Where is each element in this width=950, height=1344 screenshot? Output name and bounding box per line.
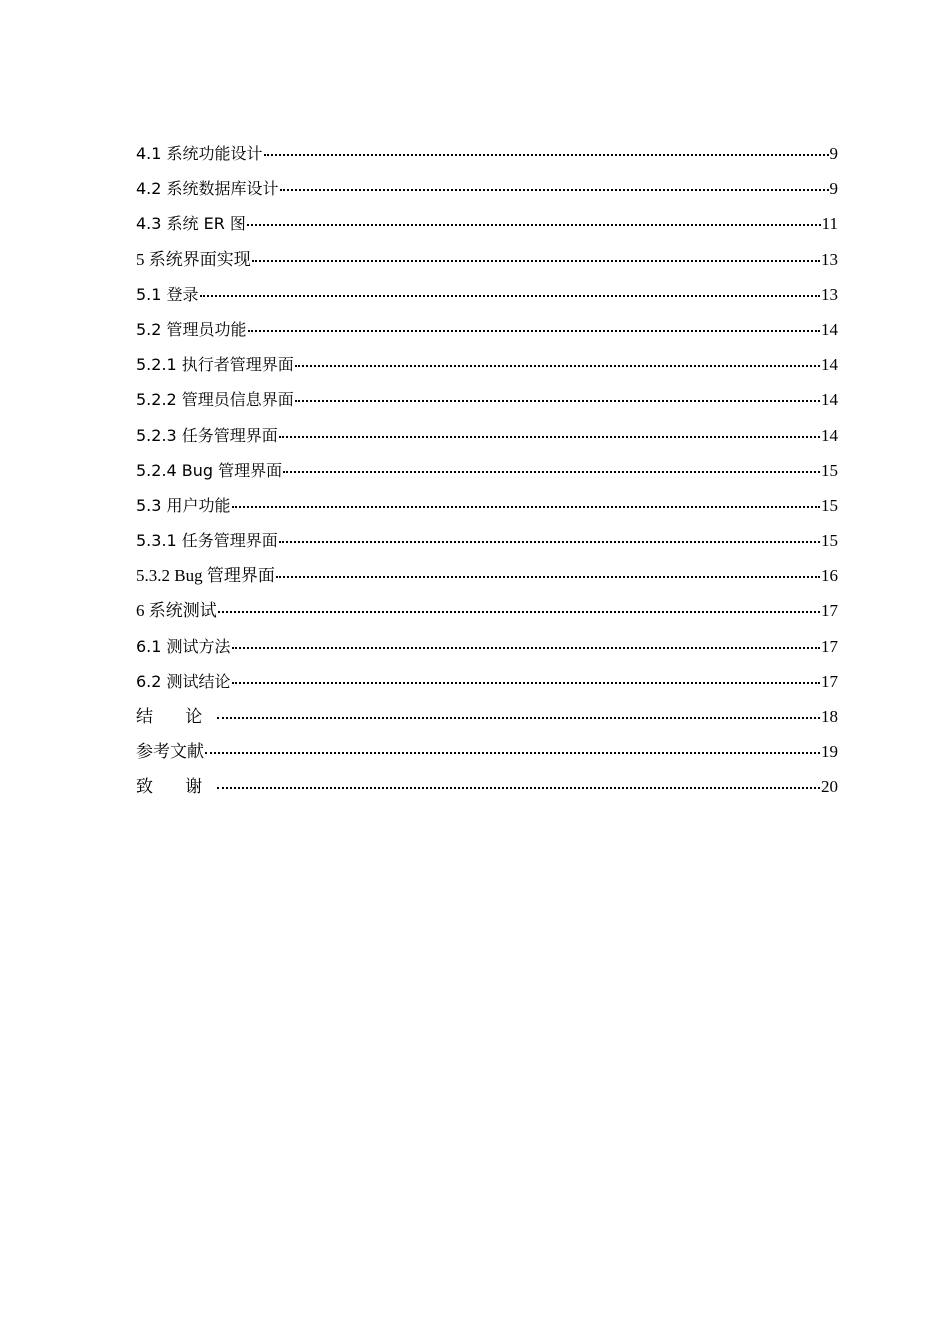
toc-entry[interactable] bbox=[136, 459, 838, 494]
toc-entry-label: 5.2 管理员功能 bbox=[136, 319, 247, 339]
toc-entry[interactable] bbox=[136, 142, 838, 177]
toc-entry-label: 5 系统界面实现 bbox=[136, 249, 251, 269]
toc-entry-label: 5.2.3 任务管理界面 bbox=[136, 425, 278, 445]
dot-leader bbox=[264, 153, 829, 156]
dot-leader bbox=[283, 470, 820, 473]
dot-leader bbox=[217, 786, 820, 789]
toc-entry[interactable] bbox=[136, 353, 838, 388]
toc-entry-page: 20 bbox=[821, 777, 838, 797]
toc-entry[interactable] bbox=[136, 424, 838, 459]
toc-entry-label: 5.2.4 Bug 管理界面 bbox=[136, 460, 283, 480]
toc-entry-page: 11 bbox=[821, 214, 838, 234]
toc-entry[interactable] bbox=[136, 212, 838, 247]
toc-entry[interactable] bbox=[136, 775, 838, 810]
toc-entry-page: 9 bbox=[829, 144, 838, 163]
toc-entry-page: 16 bbox=[821, 566, 838, 586]
dot-leader bbox=[247, 223, 821, 226]
table-of-contents bbox=[136, 142, 838, 811]
dot-leader bbox=[200, 294, 820, 297]
dot-leader bbox=[232, 646, 820, 649]
toc-entry-page: 9 bbox=[829, 179, 838, 199]
dot-leader bbox=[279, 540, 820, 543]
toc-entry[interactable] bbox=[136, 670, 838, 705]
toc-entry-label: 5.2.2 管理员信息界面 bbox=[136, 390, 294, 410]
toc-entry[interactable] bbox=[136, 177, 838, 212]
toc-entry[interactable] bbox=[136, 599, 838, 634]
toc-entry-page: 14 bbox=[821, 319, 838, 339]
dot-leader bbox=[252, 259, 820, 262]
toc-entry-label: 参考文献 bbox=[136, 742, 204, 762]
toc-entry-page: 13 bbox=[821, 284, 838, 304]
dot-leader bbox=[205, 751, 820, 754]
dot-leader bbox=[232, 681, 820, 684]
toc-entry-label: 5.3 用户功能 bbox=[136, 495, 231, 515]
toc-entry[interactable] bbox=[136, 388, 838, 423]
dot-leader bbox=[232, 505, 820, 508]
dot-leader bbox=[279, 435, 820, 438]
toc-entry-label: 5.3.1 任务管理界面 bbox=[136, 531, 278, 551]
toc-entry-label: 5.3.2 Bug 管理界面 bbox=[136, 566, 275, 586]
toc-entry-page: 15 bbox=[821, 531, 838, 551]
toc-entry[interactable] bbox=[136, 529, 838, 564]
dot-leader bbox=[248, 329, 820, 332]
dot-leader bbox=[295, 399, 820, 402]
toc-entry-page: 13 bbox=[821, 249, 838, 269]
toc-entry-label: 4.3 系统 ER 图 bbox=[136, 214, 246, 234]
toc-entry[interactable] bbox=[136, 705, 838, 740]
toc-entry-label: 6.1 测试方法 bbox=[136, 636, 231, 656]
toc-entry-label: 结 论 bbox=[136, 707, 217, 726]
toc-entry-label: 6 系统测试 bbox=[136, 601, 217, 621]
dot-leader bbox=[276, 575, 820, 578]
toc-entry[interactable] bbox=[136, 740, 838, 775]
toc-entry-label: 4.2 系统数据库设计 bbox=[136, 179, 279, 199]
toc-entry-label: 致 谢 bbox=[136, 777, 217, 797]
dot-leader bbox=[295, 364, 820, 367]
toc-entry[interactable] bbox=[136, 635, 838, 670]
toc-entry-page: 14 bbox=[821, 425, 838, 445]
toc-entry-page: 18 bbox=[821, 707, 838, 726]
toc-entry-page: 17 bbox=[821, 601, 838, 621]
toc-entry-label: 4.1 系统功能设计 bbox=[136, 144, 263, 163]
toc-entry[interactable] bbox=[136, 283, 838, 318]
toc-entry-page: 15 bbox=[821, 460, 838, 480]
dot-leader bbox=[217, 716, 820, 719]
toc-entry[interactable] bbox=[136, 564, 838, 599]
toc-entry-page: 17 bbox=[821, 671, 838, 691]
dot-leader bbox=[218, 610, 820, 613]
toc-entry-label: 6.2 测试结论 bbox=[136, 671, 231, 691]
toc-entry[interactable] bbox=[136, 318, 838, 353]
toc-entry-label: 5.2.1 执行者管理界面 bbox=[136, 355, 294, 375]
dot-leader bbox=[280, 188, 829, 191]
toc-entry[interactable] bbox=[136, 248, 838, 283]
toc-entry[interactable] bbox=[136, 494, 838, 529]
toc-entry-page: 17 bbox=[821, 636, 838, 656]
toc-entry-page: 14 bbox=[821, 390, 838, 410]
toc-entry-page: 19 bbox=[821, 742, 838, 762]
toc-entry-label: 5.1 登录 bbox=[136, 284, 199, 304]
toc-entry-page: 15 bbox=[821, 495, 838, 515]
toc-entry-page: 14 bbox=[821, 355, 838, 375]
